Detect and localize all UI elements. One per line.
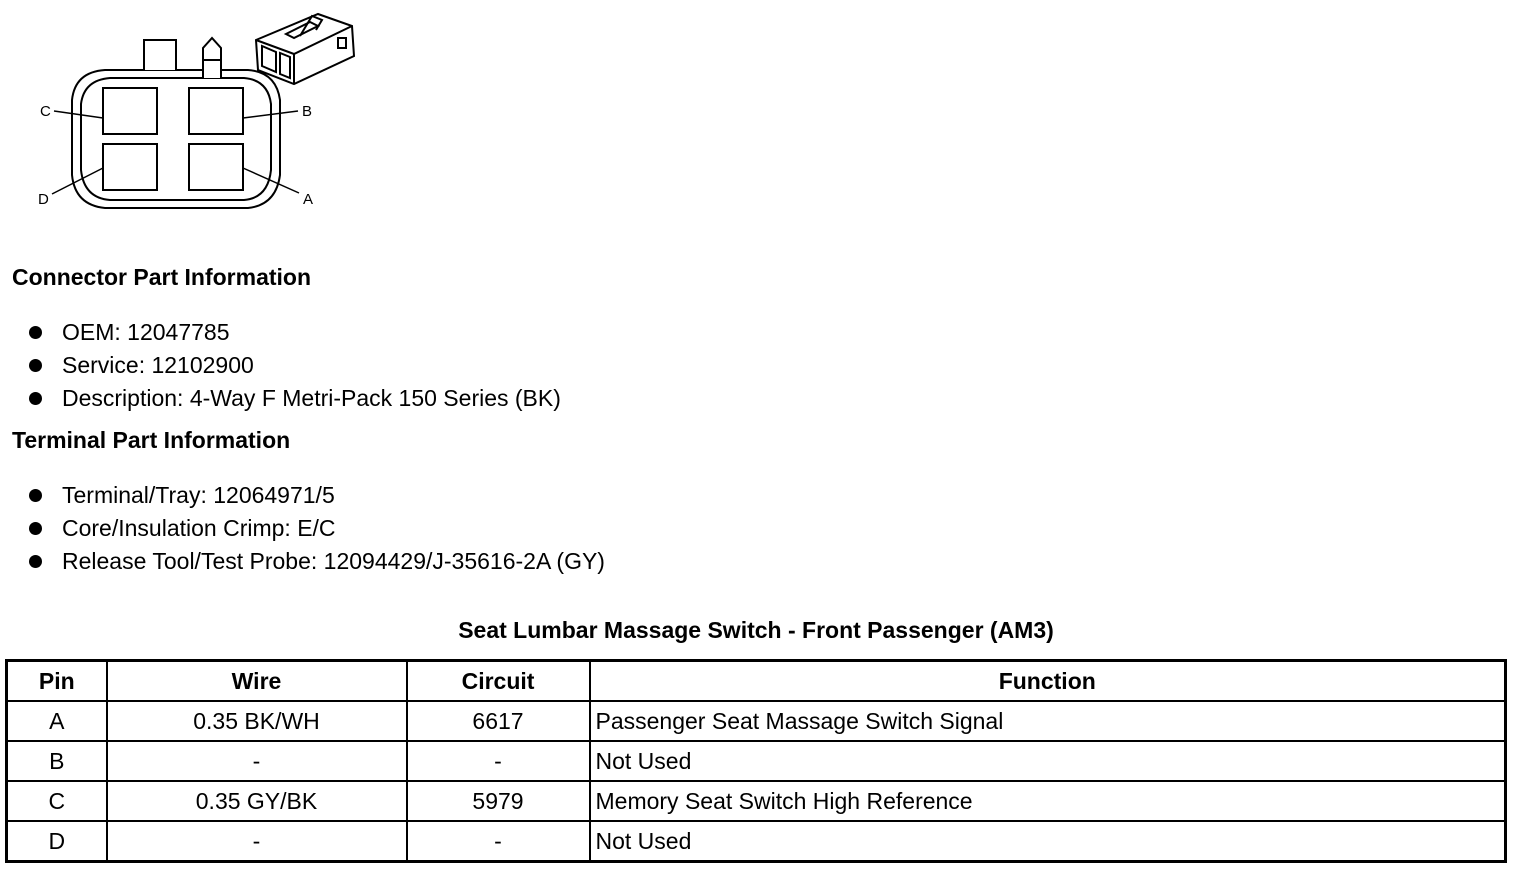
list-item-text: Description: 4-Way F Metri-Pack 150 Series (BK)	[62, 385, 561, 411]
pin-label-b: B	[302, 103, 313, 120]
cell-pin: D	[7, 821, 107, 862]
list-item	[28, 318, 561, 351]
cell-circuit: 6617	[407, 701, 590, 741]
cavity-c	[103, 88, 157, 134]
table-header-row	[7, 661, 1506, 702]
cell-function: Not Used	[590, 741, 1506, 781]
cell-wire: -	[107, 821, 407, 862]
header-function: Function	[590, 661, 1506, 702]
list-item-text: OEM: 12047785	[62, 319, 230, 345]
bullet-icon	[29, 392, 42, 405]
bullet-icon	[29, 555, 42, 568]
cavity-d	[103, 144, 157, 190]
table-row	[7, 741, 1506, 781]
cell-circuit: -	[407, 741, 590, 781]
bullet-icon	[29, 489, 42, 502]
cell-function: Not Used	[590, 821, 1506, 862]
list-item-text: Terminal/Tray: 12064971/5	[62, 482, 335, 508]
cell-pin: B	[7, 741, 107, 781]
bullet-icon	[29, 522, 42, 535]
list-item	[28, 384, 561, 417]
cell-circuit: -	[407, 821, 590, 862]
cell-function: Memory Seat Switch High Reference	[590, 781, 1506, 821]
pin-label-a: A	[303, 191, 314, 208]
list-item	[28, 514, 605, 547]
table-row	[7, 821, 1506, 862]
list-item	[28, 547, 605, 580]
cell-wire: -	[107, 741, 407, 781]
connector-isometric-icon	[256, 14, 354, 84]
bullet-icon	[29, 359, 42, 372]
pin-label-c: C	[40, 103, 51, 120]
cell-pin: A	[7, 701, 107, 741]
cell-circuit: 5979	[407, 781, 590, 821]
cell-wire: 0.35 GY/BK	[107, 781, 407, 821]
pin-label-d: D	[38, 191, 49, 208]
cavity-b	[189, 88, 243, 134]
cell-pin: C	[7, 781, 107, 821]
terminal-part-info-list	[28, 481, 605, 580]
connector-part-info-heading: Connector Part Information	[12, 264, 312, 290]
header-pin: Pin	[7, 661, 107, 702]
table-row	[7, 701, 1506, 741]
bullet-icon	[29, 326, 42, 339]
cell-wire: 0.35 BK/WH	[107, 701, 407, 741]
list-item-text: Service: 12102900	[62, 352, 254, 378]
list-item-text: Core/Insulation Crimp: E/C	[62, 515, 336, 541]
table-row	[7, 781, 1506, 821]
connector-diagram	[0, 0, 370, 220]
list-item-text: Release Tool/Test Probe: 12094429/J-35616-2A (GY)	[62, 548, 605, 574]
pin-table	[5, 659, 1507, 863]
header-circuit: Circuit	[407, 661, 590, 702]
header-wire: Wire	[107, 661, 407, 702]
list-item	[28, 481, 605, 514]
terminal-part-info-heading: Terminal Part Information	[12, 427, 291, 453]
cell-function: Passenger Seat Massage Switch Signal	[590, 701, 1506, 741]
list-item	[28, 351, 561, 384]
connector-part-info-list	[28, 318, 561, 417]
table-title: Seat Lumbar Massage Switch - Front Passenger (AM3)	[458, 617, 1054, 643]
cavity-a	[189, 144, 243, 190]
